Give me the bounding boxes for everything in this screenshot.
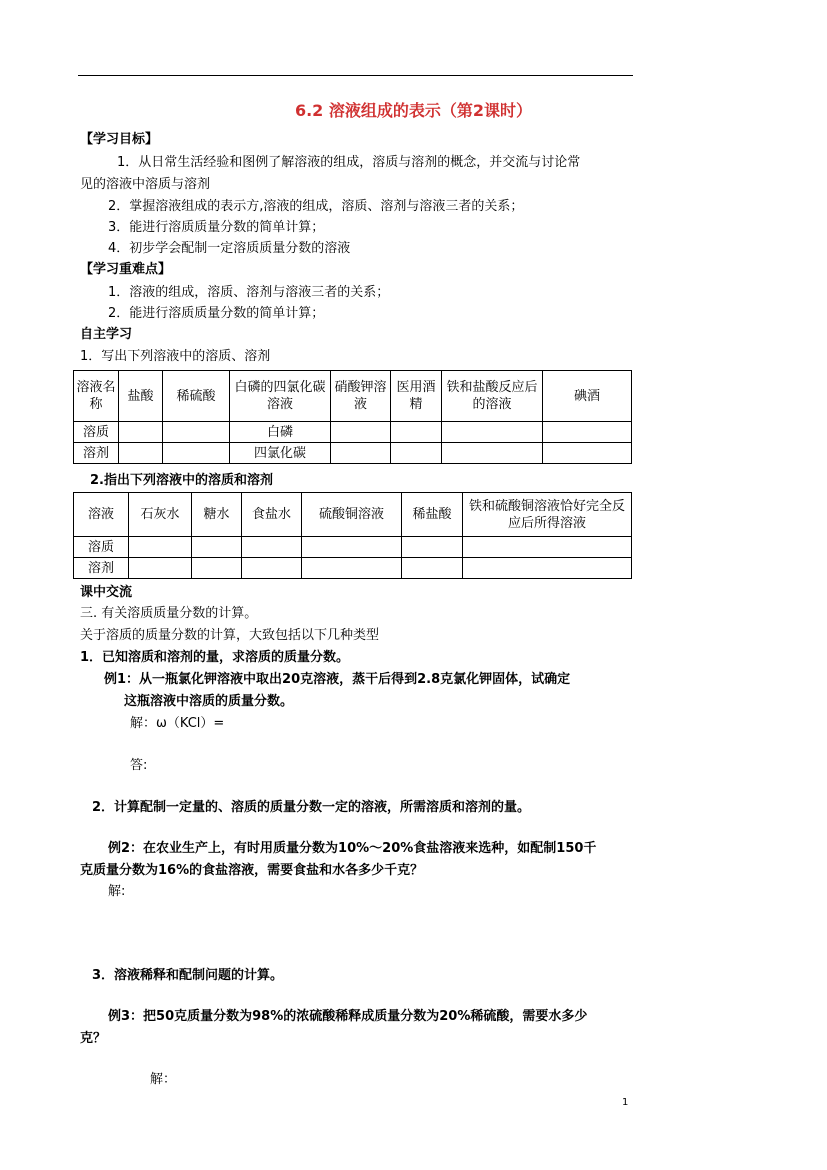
header-cell: 碘酒 <box>543 371 632 422</box>
table-cell: 四氯化碳 <box>230 443 331 464</box>
header-cell: 医用酒精 <box>391 371 442 422</box>
solute-solvent-table-1 <box>73 370 632 464</box>
table-cell <box>242 537 302 558</box>
table-cell <box>242 558 302 579</box>
header-cell: 稀硫酸 <box>163 371 230 422</box>
keypoint-item: 1．溶液的组成，溶质、溶剂与溶液三者的关系； <box>108 285 390 300</box>
goal-item: 2．掌握溶液组成的表示方,溶液的组成，溶质、溶剂与溶液三者的关系； <box>108 199 524 214</box>
self-study-heading: 自主学习 <box>80 327 133 342</box>
header-cell: 硝酸钾溶液 <box>331 371 391 422</box>
table-cell <box>463 558 632 579</box>
row-label: 溶剂 <box>74 558 129 579</box>
example-3-cont: 克？ <box>80 1031 107 1046</box>
question-1: 1．写出下列溶液中的溶质、溶剂 <box>80 349 271 364</box>
header-cell: 铁和盐酸反应后的溶液 <box>442 371 543 422</box>
example-2: 例2：在农业生产上，有时用质量分数为10%～20%食盐溶液来选种，如配制150千 <box>108 841 597 856</box>
table-cell <box>163 422 230 443</box>
header-rule <box>78 75 633 76</box>
header-cell: 食盐水 <box>242 493 302 537</box>
header-cell: 溶液 <box>74 493 129 537</box>
table-cell <box>192 537 242 558</box>
header-cell: 糖水 <box>192 493 242 537</box>
goal-item: 见的溶液中溶质与溶剂 <box>80 177 211 192</box>
table-cell: 白磷 <box>230 422 331 443</box>
keypoints-heading: 【学习重难点】 <box>80 262 172 277</box>
table-cell <box>442 422 543 443</box>
goals-heading: 【学习目标】 <box>80 132 159 147</box>
row-label: 溶质 <box>74 537 129 558</box>
example-3: 例3：把50克质量分数为98%的浓硫酸稀释成质量分数为20%稀硫酸，需要水多少 <box>108 1009 588 1024</box>
header-cell: 稀盐酸 <box>402 493 463 537</box>
table-cell <box>402 558 463 579</box>
row-label: 溶质 <box>74 422 119 443</box>
solute-solvent-table-2 <box>73 492 632 579</box>
example-3-solution: 解： <box>150 1072 177 1087</box>
goal-item: 3．能进行溶质质量分数的简单计算； <box>108 220 325 235</box>
example-1-cont: 这瓶溶液中溶质的质量分数。 <box>124 694 294 709</box>
calc-type-3: 3．溶液稀释和配制问题的计算。 <box>92 968 284 983</box>
table-cell <box>331 443 391 464</box>
calc-type-2: 2．计算配制一定量的、溶质的质量分数一定的溶液，所需溶质和溶剂的量。 <box>92 800 531 815</box>
example-2-cont: 克质量分数为16%的食盐溶液，需要食盐和水各多少千克？ <box>80 863 424 878</box>
table-cell <box>331 422 391 443</box>
table-cell <box>129 537 192 558</box>
header-cell: 石灰水 <box>129 493 192 537</box>
section-intro: 关于溶质的质量分数的计算，大致包括以下几种类型 <box>80 628 380 643</box>
example-1-solution: 解：ω（KCl）= <box>130 716 225 731</box>
example-1-answer: 答: <box>130 758 148 773</box>
table-row <box>74 422 632 443</box>
header-cell: 溶液名称 <box>74 371 119 422</box>
table-cell <box>391 422 442 443</box>
table-cell <box>302 558 402 579</box>
table-cell <box>302 537 402 558</box>
example-2-solution: 解: <box>108 884 126 899</box>
row-label: 溶剂 <box>74 443 119 464</box>
table-cell <box>119 422 163 443</box>
header-cell: 盐酸 <box>119 371 163 422</box>
table-cell <box>463 537 632 558</box>
class-exchange-heading: 课中交流 <box>80 585 133 600</box>
table-row <box>74 558 632 579</box>
page-number: 1 <box>622 1097 629 1108</box>
table-cell <box>129 558 192 579</box>
section-title: 三. 有关溶质质量分数的计算。 <box>80 606 258 621</box>
table-cell <box>402 537 463 558</box>
table-cell <box>119 443 163 464</box>
table-cell <box>543 422 632 443</box>
header-cell: 硫酸铜溶液 <box>302 493 402 537</box>
table-cell <box>163 443 230 464</box>
table-row <box>74 537 632 558</box>
goal-item: 4．初步学会配制一定溶质质量分数的溶液 <box>108 241 351 256</box>
goal-item: 1．从日常生活经验和图例了解溶液的组成，溶质与溶剂的概念，并交流与讨论常 <box>117 155 581 170</box>
table-row <box>74 443 632 464</box>
calc-type-1: 1．已知溶质和溶剂的量，求溶质的质量分数。 <box>80 650 350 665</box>
page-title: 6.2 溶液组成的表示（第2课时） <box>294 101 533 120</box>
example-1: 例1：从一瓶氯化钾溶液中取出20克溶液，蒸干后得到2.8克氯化钾固体，试确定 <box>104 672 571 687</box>
keypoint-item: 2．能进行溶质质量分数的简单计算； <box>108 306 325 321</box>
header-cell: 白磷的四氯化碳溶液 <box>230 371 331 422</box>
table-cell <box>543 443 632 464</box>
question-2: 2.指出下列溶液中的溶质和溶剂 <box>90 473 273 488</box>
header-cell: 铁和硫酸铜溶液恰好完全反应后所得溶液 <box>463 493 632 537</box>
table-cell <box>192 558 242 579</box>
table-cell <box>442 443 543 464</box>
table-cell <box>391 443 442 464</box>
